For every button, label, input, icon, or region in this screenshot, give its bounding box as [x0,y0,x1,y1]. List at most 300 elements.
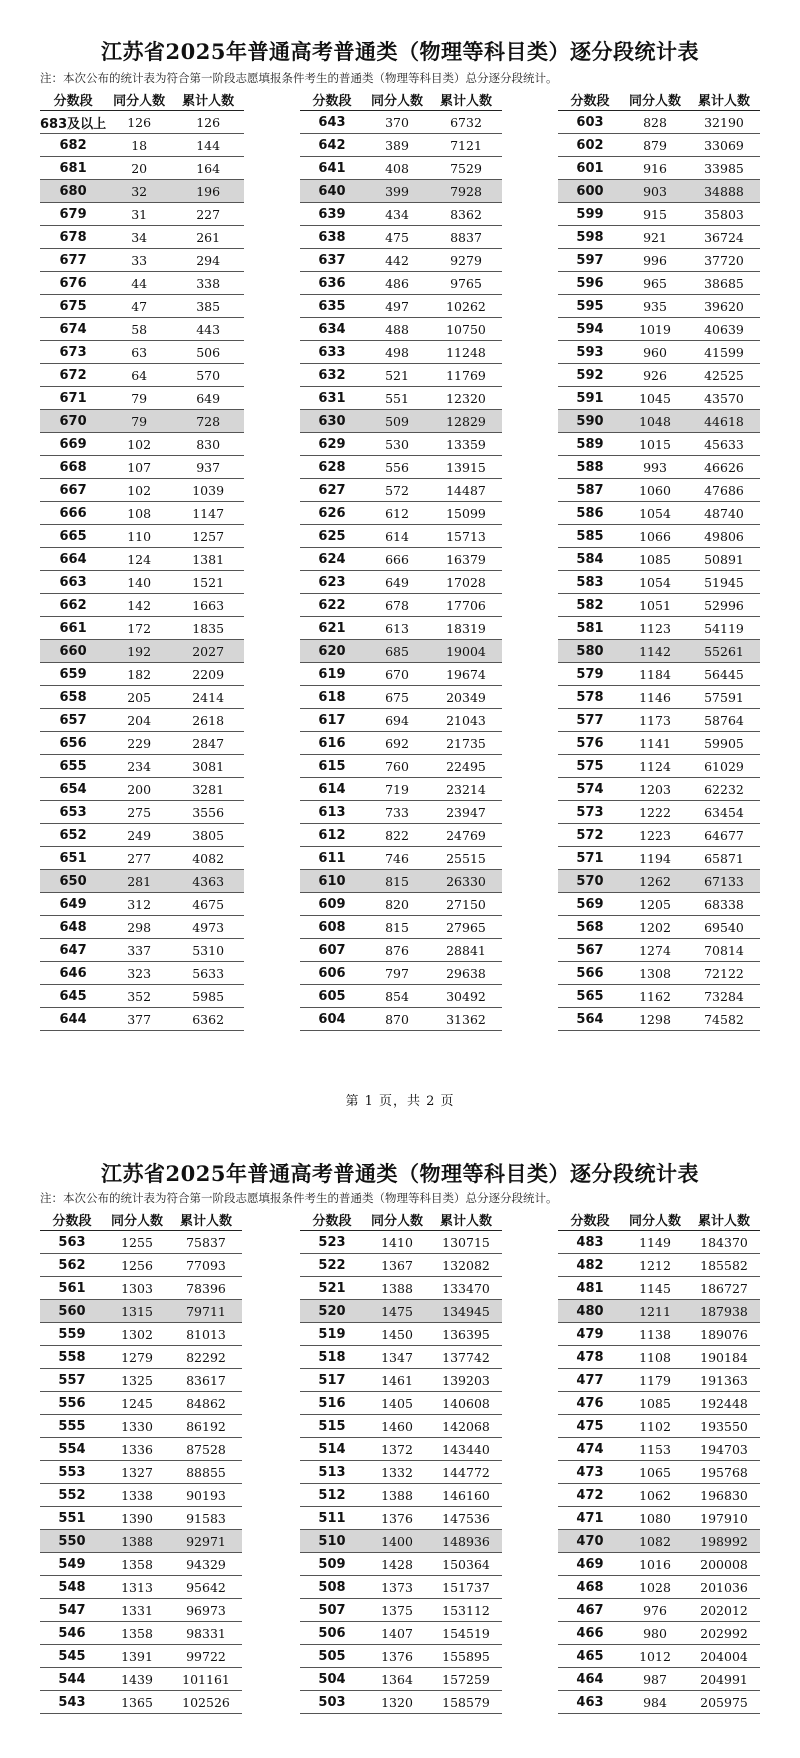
table-row [40,1622,242,1645]
cumulative-count-cell: 87528 [170,1438,242,1461]
cumulative-count-cell: 36724 [688,226,760,249]
same-score-count-cell: 1016 [622,1553,688,1576]
cumulative-count-cell: 78396 [170,1277,242,1300]
score-cell: 556 [40,1392,104,1415]
score-cell: 617 [300,709,364,732]
score-cell: 567 [558,939,622,962]
cumulative-count-cell: 190184 [688,1346,760,1369]
same-score-count-cell: 980 [622,1622,688,1645]
cumulative-count-cell: 32190 [688,111,760,134]
score-cell: 593 [558,341,622,364]
page-2 [0,1120,800,1758]
same-score-count-cell: 312 [106,893,172,916]
same-score-count-cell: 1149 [622,1231,688,1254]
score-cell: 608 [300,916,364,939]
score-cell: 644 [40,1008,106,1031]
cumulative-count-cell: 154519 [430,1622,502,1645]
score-cell: 642 [300,134,364,157]
cumulative-count-cell: 10750 [430,318,502,341]
same-score-count-cell: 1439 [104,1668,170,1691]
table-row [300,663,502,686]
score-cell: 601 [558,157,622,180]
score-table-column-1 [40,1208,242,1714]
score-cell: 629 [300,433,364,456]
cumulative-count-cell: 17028 [430,571,502,594]
score-cell: 463 [558,1691,622,1714]
score-cell: 513 [300,1461,364,1484]
same-score-count-cell: 172 [106,617,172,640]
cumulative-count-cell: 153112 [430,1599,502,1622]
cumulative-count-cell: 44618 [688,410,760,433]
score-cell: 577 [558,709,622,732]
page-footer: 第 1 页，共 2 页 [345,1094,455,1109]
cumulative-count-cell: 338 [172,272,244,295]
score-cell: 669 [40,433,106,456]
cumulative-count-cell: 86192 [170,1415,242,1438]
cumulative-count-cell: 45633 [688,433,760,456]
table-row [558,778,760,801]
table-row [40,1323,242,1346]
table-row [558,594,760,617]
cumulative-count-cell: 23947 [430,801,502,824]
cumulative-count-cell: 2414 [172,686,244,709]
same-score-count-cell: 960 [622,341,688,364]
table-row [40,134,244,157]
cumulative-count-cell: 197910 [688,1507,760,1530]
score-cell: 474 [558,1438,622,1461]
table-row [300,1530,502,1553]
cumulative-count-cell: 72122 [688,962,760,985]
score-cell: 640 [300,180,364,203]
table-row [558,1530,760,1553]
cumulative-count-cell: 184370 [688,1231,760,1254]
cumulative-count-cell: 39620 [688,295,760,318]
same-score-count-cell: 1450 [364,1323,430,1346]
table-row [40,1668,242,1691]
cumulative-count-cell: 155895 [430,1645,502,1668]
same-score-count-cell: 124 [106,548,172,571]
cumulative-count-cell: 25515 [430,847,502,870]
table-header-row [300,88,502,111]
same-score-count-cell: 1460 [364,1415,430,1438]
cumulative-count-cell: 69540 [688,916,760,939]
cumulative-count-cell: 14487 [430,479,502,502]
cumulative-count-cell: 52996 [688,594,760,617]
cumulative-count-cell: 202012 [688,1599,760,1622]
table-row [40,1438,242,1461]
cumulative-count-cell: 91583 [170,1507,242,1530]
table-row [40,594,244,617]
table-row [300,456,502,479]
score-cell: 475 [558,1415,622,1438]
cumulative-count-cell: 55261 [688,640,760,663]
same-score-count-cell: 1428 [364,1553,430,1576]
score-cell: 560 [40,1300,104,1323]
same-score-count-cell: 1320 [364,1691,430,1714]
table-row [558,1369,760,1392]
cumulative-count-cell: 196830 [688,1484,760,1507]
same-score-count-cell: 828 [622,111,688,134]
score-cell: 517 [300,1369,364,1392]
score-cell: 600 [558,180,622,203]
score-cell: 663 [40,571,106,594]
score-cell: 511 [300,1507,364,1530]
cumulative-count-cell: 47686 [688,479,760,502]
cumulative-count-cell: 58764 [688,709,760,732]
cumulative-count-cell: 150364 [430,1553,502,1576]
table-row [558,1415,760,1438]
same-score-count-cell: 551 [364,387,430,410]
table-row [558,1231,760,1254]
same-score-count-cell: 32 [106,180,172,203]
score-table-column-3 [558,88,760,1031]
table-row [40,1369,242,1392]
cumulative-count-cell: 198992 [688,1530,760,1553]
score-cell: 563 [40,1231,104,1254]
table-row [300,548,502,571]
cumulative-count-cell: 204991 [688,1668,760,1691]
table-row [558,1599,760,1622]
score-cell: 521 [300,1277,364,1300]
cumulative-count-cell: 102526 [170,1691,242,1714]
table-row [558,617,760,640]
cumulative-count-cell: 9765 [430,272,502,295]
score-cell: 508 [300,1576,364,1599]
score-cell: 670 [40,410,106,433]
same-score-count-cell: 1410 [364,1231,430,1254]
table-row [40,180,244,203]
same-score-count-cell: 987 [622,1668,688,1691]
table-row [300,1668,502,1691]
cumulative-count-cell: 75837 [170,1231,242,1254]
same-score-count-cell: 1313 [104,1576,170,1599]
cumulative-count-cell: 443 [172,318,244,341]
same-score-count-cell: 64 [106,364,172,387]
table-row [40,433,244,456]
same-score-count-cell: 993 [622,456,688,479]
score-cell: 478 [558,1346,622,1369]
table-row [300,686,502,709]
table-row [40,732,244,755]
cumulative-count-cell: 95642 [170,1576,242,1599]
same-score-count-cell: 1179 [622,1369,688,1392]
same-score-count-cell: 1066 [622,525,688,548]
same-score-count-cell: 815 [364,870,430,893]
cumulative-count-cell: 63454 [688,801,760,824]
same-score-count-cell: 1336 [104,1438,170,1461]
table-row [300,341,502,364]
score-cell: 578 [558,686,622,709]
table-row [300,157,502,180]
table-row [300,1622,502,1645]
cumulative-count-cell: 146160 [430,1484,502,1507]
table-row [558,1323,760,1346]
score-cell: 564 [558,1008,622,1031]
table-row [40,1008,244,1031]
same-score-count-cell: 1124 [622,755,688,778]
page-title: 江苏省2025年普通高考普通类（物理等科目类）逐分段统计表 [101,1161,699,1186]
same-score-count-cell: 797 [364,962,430,985]
table-row [558,893,760,916]
cumulative-count-cell: 15713 [430,525,502,548]
score-cell: 548 [40,1576,104,1599]
cumulative-count-cell: 70814 [688,939,760,962]
same-score-count-cell: 486 [364,272,430,295]
table-row [558,1461,760,1484]
score-cell: 591 [558,387,622,410]
same-score-count-cell: 1364 [364,1668,430,1691]
score-cell: 626 [300,502,364,525]
same-score-count-cell: 1203 [622,778,688,801]
table-row [558,1346,760,1369]
cumulative-count-cell: 79711 [170,1300,242,1323]
score-cell: 469 [558,1553,622,1576]
score-cell: 609 [300,893,364,916]
score-cell: 678 [40,226,106,249]
same-score-count-cell: 1373 [364,1576,430,1599]
score-cell: 658 [40,686,106,709]
score-cell: 679 [40,203,106,226]
score-cell: 559 [40,1323,104,1346]
score-cell: 505 [300,1645,364,1668]
cumulative-count-cell: 202992 [688,1622,760,1645]
score-cell: 551 [40,1507,104,1530]
header-same-score-count: 同分人数 [622,88,688,111]
cumulative-count-cell: 5985 [172,985,244,1008]
same-score-count-cell: 521 [364,364,430,387]
table-row [40,686,244,709]
table-row [300,939,502,962]
same-score-count-cell: 649 [364,571,430,594]
same-score-count-cell: 1388 [364,1484,430,1507]
score-cell: 650 [40,870,106,893]
table-row [40,456,244,479]
cumulative-count-cell: 194703 [688,1438,760,1461]
same-score-count-cell: 879 [622,134,688,157]
score-cell: 523 [300,1231,364,1254]
score-cell: 603 [558,111,622,134]
same-score-count-cell: 182 [106,663,172,686]
same-score-count-cell: 572 [364,479,430,502]
cumulative-count-cell: 261 [172,226,244,249]
header-score: 分数段 [40,88,106,111]
cumulative-count-cell: 31362 [430,1008,502,1031]
same-score-count-cell: 1173 [622,709,688,732]
same-score-count-cell: 903 [622,180,688,203]
score-cell: 590 [558,410,622,433]
table-row [40,1461,242,1484]
table-row [300,617,502,640]
score-cell: 571 [558,847,622,870]
same-score-count-cell: 281 [106,870,172,893]
table-row [558,180,760,203]
score-cell: 552 [40,1484,104,1507]
same-score-count-cell: 1141 [622,732,688,755]
score-cell: 671 [40,387,106,410]
same-score-count-cell: 1390 [104,1507,170,1530]
cumulative-count-cell: 99722 [170,1645,242,1668]
score-cell: 677 [40,249,106,272]
cumulative-count-cell: 42525 [688,364,760,387]
cumulative-count-cell: 24769 [430,824,502,847]
cumulative-count-cell: 189076 [688,1323,760,1346]
cumulative-count-cell: 4363 [172,870,244,893]
score-table-column-3 [558,1208,760,1714]
score-cell: 652 [40,824,106,847]
same-score-count-cell: 1327 [104,1461,170,1484]
table-row [300,1254,502,1277]
table-row [558,939,760,962]
cumulative-count-cell: 195768 [688,1461,760,1484]
cumulative-count-cell: 142068 [430,1415,502,1438]
same-score-count-cell: 1142 [622,640,688,663]
table-row [40,1645,242,1668]
score-cell: 637 [300,249,364,272]
table-header-row [558,1208,760,1231]
same-score-count-cell: 31 [106,203,172,226]
table-row [300,180,502,203]
table-row [300,985,502,1008]
score-cell: 619 [300,663,364,686]
cumulative-count-cell: 144772 [430,1461,502,1484]
same-score-count-cell: 996 [622,249,688,272]
same-score-count-cell: 509 [364,410,430,433]
score-cell: 561 [40,1277,104,1300]
score-cell: 594 [558,318,622,341]
same-score-count-cell: 1054 [622,502,688,525]
cumulative-count-cell: 81013 [170,1323,242,1346]
same-score-count-cell: 1375 [364,1599,430,1622]
same-score-count-cell: 1325 [104,1369,170,1392]
score-cell: 654 [40,778,106,801]
score-cell: 615 [300,755,364,778]
cumulative-count-cell: 1381 [172,548,244,571]
table-row [300,1231,502,1254]
table-row [300,1461,502,1484]
cumulative-count-cell: 1147 [172,502,244,525]
same-score-count-cell: 1332 [364,1461,430,1484]
score-cell: 562 [40,1254,104,1277]
table-row [40,1415,242,1438]
same-score-count-cell: 694 [364,709,430,732]
score-cell: 479 [558,1323,622,1346]
cumulative-count-cell: 33069 [688,134,760,157]
score-cell: 620 [300,640,364,663]
table-row [300,962,502,985]
table-row [558,1277,760,1300]
same-score-count-cell: 1019 [622,318,688,341]
cumulative-count-cell: 227 [172,203,244,226]
cumulative-count-cell: 92971 [170,1530,242,1553]
score-cell: 659 [40,663,106,686]
header-cumulative-count: 累计人数 [172,88,244,111]
cumulative-count-cell: 6362 [172,1008,244,1031]
score-cell: 676 [40,272,106,295]
same-score-count-cell: 192 [106,640,172,663]
cumulative-count-cell: 56445 [688,663,760,686]
cumulative-count-cell: 17706 [430,594,502,617]
score-cell: 574 [558,778,622,801]
score-cell: 625 [300,525,364,548]
score-cell: 653 [40,801,106,824]
table-row [300,732,502,755]
same-score-count-cell: 370 [364,111,430,134]
same-score-count-cell: 1274 [622,939,688,962]
cumulative-count-cell: 196 [172,180,244,203]
same-score-count-cell: 352 [106,985,172,1008]
table-row [40,1484,242,1507]
header-same-score-count: 同分人数 [104,1208,170,1231]
score-cell: 579 [558,663,622,686]
same-score-count-cell: 556 [364,456,430,479]
table-row [558,111,760,134]
cumulative-count-cell: 187938 [688,1300,760,1323]
header-same-score-count: 同分人数 [622,1208,688,1231]
score-cell: 611 [300,847,364,870]
score-cell: 622 [300,594,364,617]
table-row [300,525,502,548]
score-cell: 504 [300,1668,364,1691]
same-score-count-cell: 1145 [622,1277,688,1300]
score-cell: 682 [40,134,106,157]
same-score-count-cell: 670 [364,663,430,686]
table-row [40,640,244,663]
cumulative-count-cell: 16379 [430,548,502,571]
score-cell: 472 [558,1484,622,1507]
table-row [300,893,502,916]
score-cell: 655 [40,755,106,778]
table-row [558,410,760,433]
same-score-count-cell: 984 [622,1691,688,1714]
score-cell: 646 [40,962,106,985]
same-score-count-cell: 1407 [364,1622,430,1645]
table-row [300,1438,502,1461]
cumulative-count-cell: 57591 [688,686,760,709]
score-cell: 583 [558,571,622,594]
same-score-count-cell: 1085 [622,548,688,571]
table-row [300,594,502,617]
same-score-count-cell: 1302 [104,1323,170,1346]
score-cell: 605 [300,985,364,1008]
same-score-count-cell: 1202 [622,916,688,939]
same-score-count-cell: 497 [364,295,430,318]
header-same-score-count: 同分人数 [364,88,430,111]
score-cell: 675 [40,295,106,318]
table-row [558,433,760,456]
table-row [300,272,502,295]
table-row [300,1277,502,1300]
score-cell: 596 [558,272,622,295]
table-row [40,1530,242,1553]
score-cell: 672 [40,364,106,387]
header-cumulative-count: 累计人数 [170,1208,242,1231]
score-cell: 643 [300,111,364,134]
score-cell: 483 [558,1231,622,1254]
cumulative-count-cell: 205975 [688,1691,760,1714]
same-score-count-cell: 442 [364,249,430,272]
cumulative-count-cell: 12320 [430,387,502,410]
table-row [300,1576,502,1599]
table-row [300,433,502,456]
page-title: 江苏省2025年普通高考普通类（物理等科目类）逐分段统计表 [101,39,699,64]
same-score-count-cell: 614 [364,525,430,548]
cumulative-count-cell: 13915 [430,456,502,479]
same-score-count-cell: 530 [364,433,430,456]
table-row [300,1323,502,1346]
table-row [40,1346,242,1369]
score-cell: 606 [300,962,364,985]
table-row [300,870,502,893]
